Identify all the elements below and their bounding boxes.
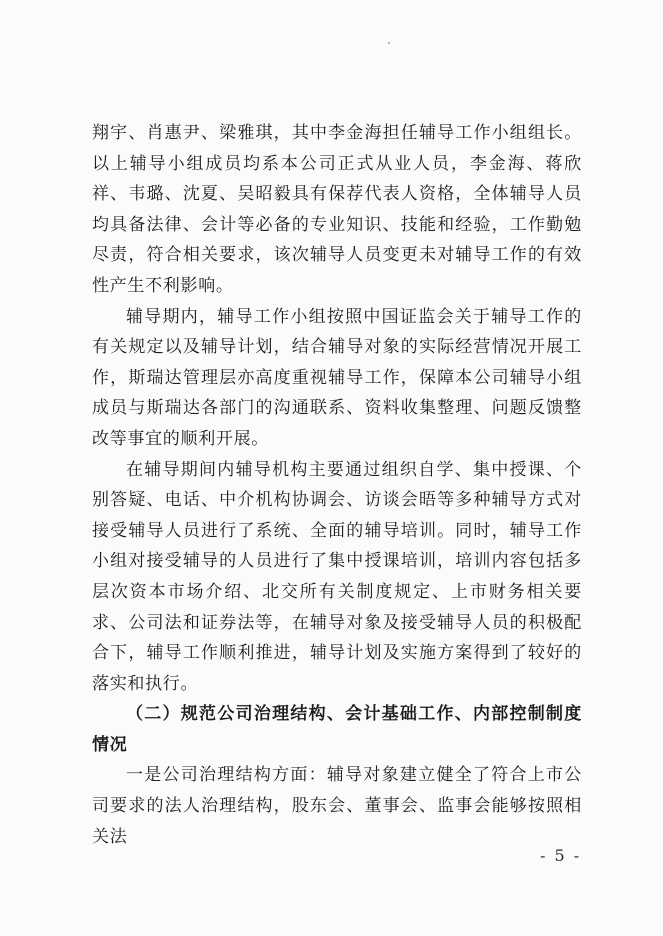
scan-speck [388, 42, 390, 44]
paragraph-governance-structure: 一是公司治理结构方面：辅导对象建立健全了符合上市公司要求的法人治理结构，股东会、董事会、监事会能够按照相关法 [92, 765, 582, 847]
paragraph-counselor-team: 翔宇、肖惠尹、梁雅琪，其中李金海担任辅导工作小组组长。以上辅导小组成员均系本公司正式从业人员，李金海、蒋欣祥、韦璐、沈夏、吴昭毅具有保荐代表人资格，全体辅导人员均具备法律、会计等必备的专业知识、技能和经验，工作勤勉尽责，符合相关要求，该次辅导人员变更未对辅导工作的有效性产生不利影响。 [92, 123, 582, 296]
paragraph-counseling-methods: 在辅导期间内辅导机构主要通过组织自学、集中授课、个别答疑、电话、中介机构协调会、访谈会晤等多种辅导方式对接受辅导人员进行了系统、全面的辅导培训。同时，辅导工作小组对接受辅导的人员进行了集中授课培训，培训内容包括多层次资本市场介绍、北交所有关制度规定、上市财务相关要求、公司法和证券法等，在辅导对象及接受辅导人员的积极配合下，辅导工作顺利推进，辅导计划及实施方案得到了较好的落实和执行。 [92, 459, 582, 694]
paragraph-counseling-period: 辅导期内，辅导工作小组按照中国证监会关于辅导工作的有关规定以及辅导计划，结合辅导对象的实际经营情况开展工作，斯瑞达管理层亦高度重视辅导工作，保障本公司辅导小组成员与斯瑞达各部门的沟通联系、资料收集整理、问题反馈整改等事宜的顺利开展。 [92, 306, 582, 449]
document-body [92, 118, 582, 852]
page-number: - 5 - [540, 846, 582, 865]
section-heading-governance: （二）规范公司治理结构、会计基础工作、内部控制制度情况 [92, 704, 582, 755]
